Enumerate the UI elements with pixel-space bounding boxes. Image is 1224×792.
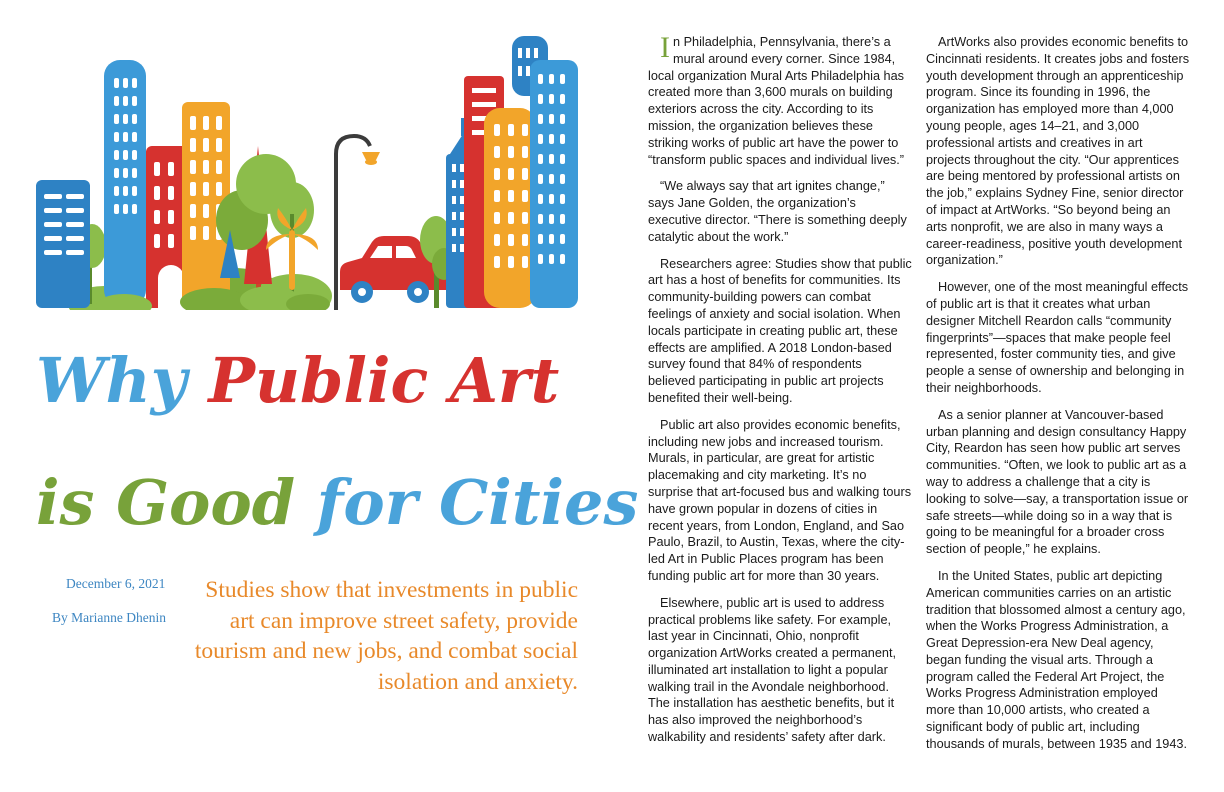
article-deck: Studies show that investments in public art can improve street safety, provide tourism and new jobs, and combat social isolation and anxiety. [194,577,578,695]
body-paragraph: Researchers agree: Studies show that public art has a host of benefits for communities. Its community-building powers can combat feelings of anxiety and social isolation. When locals participate in creating public art, these effects are amplified. A 2018 London-based survey found that 84% of respondents believed participating in public art projects benefited their well-being. [648,256,912,405]
headline-line-1 [36,344,560,417]
body-paragraph: “We always say that art ignites change,” says Jane Golden, the organization’s executive director. “There is something deeply catalytic about the work.” [648,179,907,244]
skyscraper-icon [104,60,146,306]
article-byline: By Marianne Dhenin [52,610,166,625]
body-column-left [648,31,912,756]
body-paragraph: Public art also provides economic benefits, including new jobs and increased tourism. Murals, in particular, are great for artistic placemaking and city marketing. It’s no surprise that art-focused bus and walking tours have grown popular in dozens of cities in recent years, from London, England, and Sao Paulo, Brazil, to Austin, Texas, where the city-led Art in Public Places program has been funding public art for more than 30 years. [648,417,912,583]
body-paragraph [648,31,912,168]
skyscraper-icon [484,108,536,308]
body-paragraph: Elsewhere, public art is used to address practical problems like safety. For example, last year in Cincinnati, Ohio, nonprofit organization ArtWorks created a permanent, illuminated art installation to light a popular walking trail in the Avondale neighborhood. The installation has aesthetic benefits, but it has also improved the neighborhood’s walkability and residents’ safety after dark. [648,595,897,745]
headline-word: for Cities [316,466,639,539]
drop-cap: I [660,31,670,64]
body-paragraph: ArtWorks also provides economic benefits to Cincinnati residents. It creates jobs and fosters youth development through an apprenticeship program. Since its founding in 1996, the organization has employed more than 4,000 young people, ages 14–21, and 3,000 professional artists and creatives in art projects throughout the city. “Our apprentices are being mentored by professional artists on the job,” explains Sydney Fine, senior director of impact at ArtWorks. “So beyond being an arts nonprofit, we are also in many ways a career-readiness, positive youth development organization.” [926,35,1190,268]
body-paragraph: However, one of the most meaningful effects of public art is that it creates what urban designer Mitchell Reardon calls “community fingerprints”—spaces that make people feel represented, foster community ties, and give people a sense of ownership and belonging in their neighborhoods. [926,280,1189,395]
headline-word: is [36,466,95,539]
body-paragraph: In the United States, public art depicting American communities carries on an artistic tradition that blossomed almost a century ago, when the Works Progress Administration, a Great Depression-era New Deal agency, began funding the visual arts. Through a program called the Federal Art Project, the Works Progress Administration employed more than 10,000 artists, who created a significant body of public art, including thousands of murals, between 1935 and 1943. [926,568,1187,751]
article-date: December 6, 2021 [66,576,166,591]
headline-word: Why [36,344,187,417]
body-column-right [926,34,1190,763]
skyscraper-icon [36,180,90,308]
headline-word: Good [116,466,296,539]
headline-word: Public Art [208,344,560,417]
headline-line-2 [36,466,639,539]
paragraph-text: n Philadelphia, Pennsylvania, there’s a mural around every corner. Since 1984, local organization Mural Arts Philadelphia has created more than 3,600 murals on building exteriors across the city. According to its mission, the organization believes these striking works of public art have the power to “transform public spaces and individual lives.” [648,35,905,167]
body-paragraph: As a senior planner at Vancouver-based urban planning and design consultancy Happy City, Reardon has seen how public art serves communities. “Often, we look to public art as a way to address a challenge that a city is looking to solve—say, a transportation issue or safe streets—while doing so in a way that is going to be meaningful for a broader cross section of people,” he explains. [926,407,1189,557]
city-illustration [34,34,578,310]
